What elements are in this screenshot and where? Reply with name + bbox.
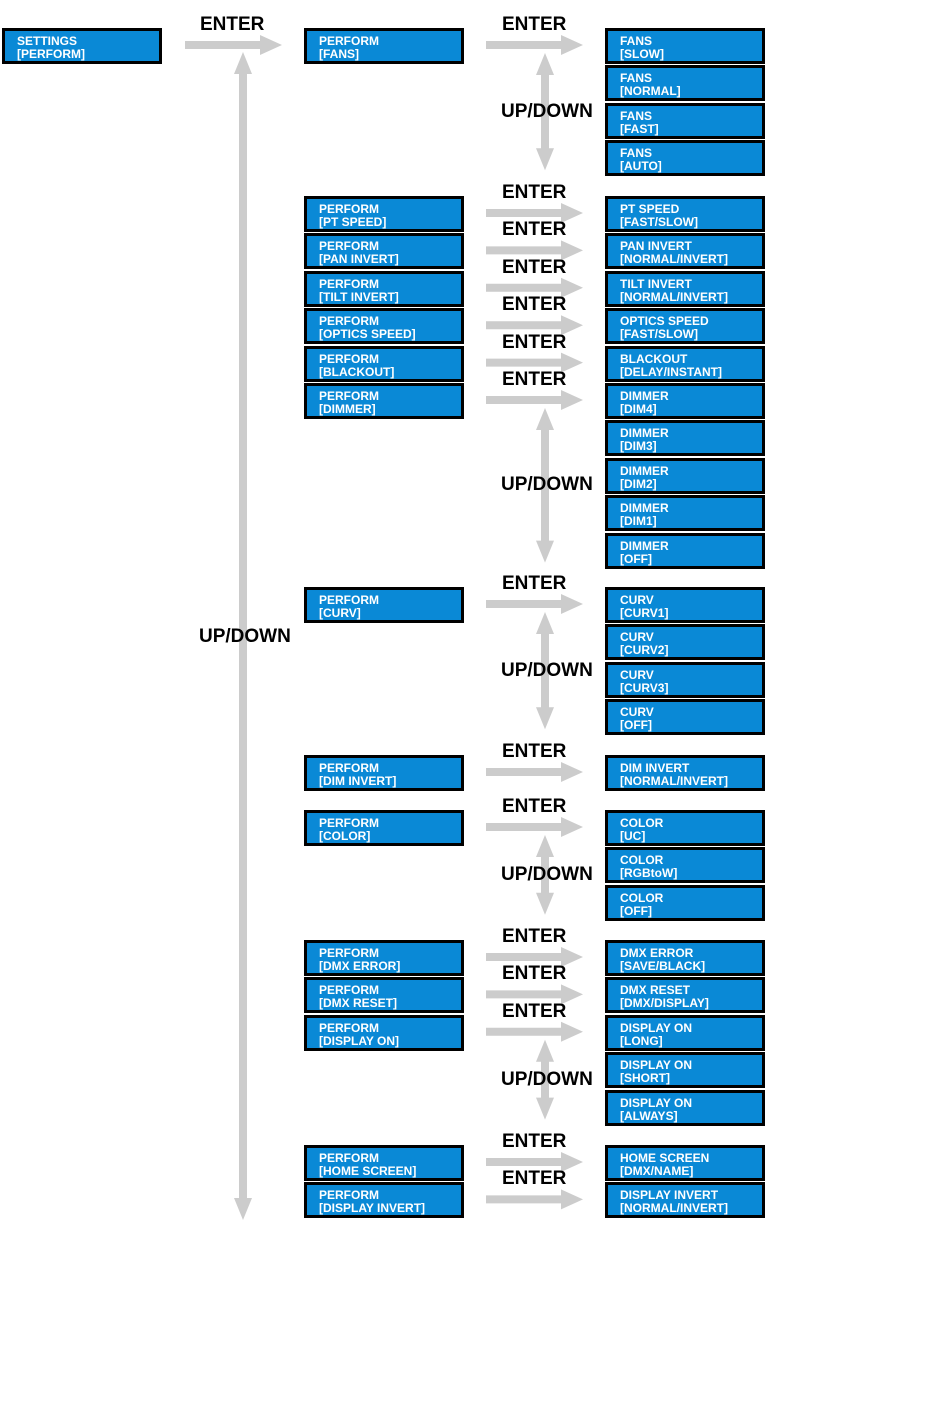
box-line-1: PERFORM: [319, 1188, 379, 1203]
menu-box: [304, 308, 464, 344]
box-line-1: PERFORM: [319, 593, 379, 607]
option-updown-label: UP/DOWN: [501, 474, 593, 496]
box-line-1: TILT INVERT: [620, 276, 692, 291]
box-line-2: [NORMAL/INVERT]: [620, 252, 728, 267]
menu-box: [304, 233, 464, 269]
menu-box: [304, 1145, 464, 1181]
box-line-2: [FANS]: [319, 47, 359, 61]
menu-box: [304, 1182, 464, 1218]
menu-box: [304, 755, 464, 791]
option-box: [605, 458, 765, 494]
enter-label: ENTER: [502, 256, 567, 278]
box-line-2: [FAST]: [620, 121, 659, 136]
box-line-2: [RGBtoW]: [620, 866, 678, 881]
enter-label: ENTER: [502, 1000, 567, 1022]
box-line-1: PERFORM: [319, 816, 379, 830]
menu-box: [304, 346, 464, 382]
box-line-1: PERFORM: [319, 34, 379, 48]
box-line-1: CURV: [620, 705, 654, 720]
option-box: [605, 587, 765, 623]
box-line-1: COLOR: [620, 890, 664, 905]
option-updown-label: UP/DOWN: [501, 659, 593, 681]
box-line-2: [OFF]: [620, 551, 652, 566]
box-line-1: HOME SCREEN: [620, 1151, 710, 1165]
box-line-2: [NORMAL/INVERT]: [620, 1201, 728, 1216]
box-line-1: FANS: [620, 108, 653, 123]
enter-label: ENTER: [502, 182, 567, 203]
box-line-2: [BLACKOUT]: [319, 364, 395, 379]
box-line-1: CURV: [620, 593, 654, 607]
root-enter-arrow: [185, 35, 282, 55]
option-box: [605, 65, 765, 101]
box-line-1: PERFORM: [319, 202, 379, 216]
menu-box: [304, 1015, 464, 1051]
box-line-2: [SHORT]: [620, 1071, 670, 1086]
option-box: [605, 699, 765, 735]
option-box: [605, 847, 765, 883]
enter-label: ENTER: [502, 741, 567, 762]
box-line-1: OPTICS SPEED: [620, 314, 709, 329]
box-line-2: [DISPLAY INVERT]: [319, 1201, 426, 1216]
box-line-1: CURV: [620, 667, 654, 682]
box-line-1: PERFORM: [319, 276, 379, 291]
box-line-1: DIM INVERT: [620, 761, 690, 775]
box-line-2: [CURV]: [319, 606, 361, 620]
menu-box: [304, 940, 464, 976]
option-box: [605, 346, 765, 382]
enter-label: ENTER: [502, 14, 567, 35]
box-line-1: DISPLAY ON: [620, 1095, 693, 1110]
box-line-1: FANS: [620, 34, 653, 48]
box-line-2: [DMX RESET]: [319, 996, 397, 1011]
menu-box: [304, 28, 464, 64]
enter-arrow: [486, 1022, 583, 1042]
box-line-1: FANS: [620, 146, 653, 161]
box-line-2: [SAVE/BLACK]: [620, 959, 706, 973]
option-updown-label: UP/DOWN: [501, 863, 593, 885]
option-box: [605, 420, 765, 456]
option-box: [605, 755, 765, 791]
box-line-2: [NORMAL]: [620, 84, 681, 99]
option-box: [605, 533, 765, 569]
box-line-2: [DIM2]: [620, 476, 657, 491]
option-updown-label: UP/DOWN: [501, 1068, 593, 1090]
box-line-1: PERFORM: [319, 1151, 379, 1165]
option-box: [605, 1052, 765, 1088]
box-line-1: PERFORM: [319, 983, 379, 998]
enter-label: ENTER: [502, 796, 567, 817]
option-box: [605, 810, 765, 846]
option-box: [605, 624, 765, 660]
option-box: [605, 271, 765, 307]
enter-label: ENTER: [502, 369, 567, 390]
option-box: [605, 940, 765, 976]
box-line-1: PERFORM: [319, 314, 379, 329]
enter-arrow: [486, 594, 583, 614]
box-line-1: SETTINGS: [17, 34, 78, 48]
enter-label: ENTER: [502, 331, 567, 353]
box-line-1: DMX RESET: [620, 983, 691, 998]
option-box: [605, 28, 765, 64]
box-line-2: [DIM3]: [620, 439, 657, 454]
box-line-2: [NORMAL/INVERT]: [620, 289, 728, 304]
box-line-2: [DMX ERROR]: [319, 959, 401, 973]
box-line-1: BLACKOUT: [620, 351, 688, 366]
menu-box: [304, 587, 464, 623]
box-line-2: [UC]: [620, 829, 646, 843]
box-line-1: DISPLAY INVERT: [620, 1188, 719, 1203]
option-box: [605, 885, 765, 921]
option-box: [605, 308, 765, 344]
enter-label: ENTER: [502, 1168, 567, 1190]
box-line-1: DIMMER: [620, 389, 669, 403]
box-line-2: [DMX/NAME]: [620, 1164, 694, 1178]
menu-box: [304, 977, 464, 1013]
box-line-1: DISPLAY ON: [620, 1058, 693, 1073]
main-updown-label: UP/DOWN: [199, 626, 291, 647]
box-line-2: [HOME SCREEN]: [319, 1164, 417, 1178]
box-line-1: PT SPEED: [620, 202, 680, 216]
box-line-1: DIMMER: [620, 426, 669, 441]
enter-label: ENTER: [502, 219, 567, 241]
box-line-2: [OPTICS SPEED]: [319, 327, 416, 342]
enter-label: ENTER: [502, 926, 567, 947]
box-line-2: [OFF]: [620, 903, 652, 918]
box-line-2: [DIM4]: [620, 402, 657, 416]
option-box: [605, 495, 765, 531]
box-line-2: [TILT INVERT]: [319, 289, 399, 304]
box-line-1: PERFORM: [319, 761, 379, 775]
menu-box: [304, 810, 464, 846]
box-line-1: DIMMER: [620, 463, 669, 478]
box-line-2: [DIM INVERT]: [319, 774, 397, 788]
box-line-2: [AUTO]: [620, 159, 662, 174]
option-box: [605, 1145, 765, 1181]
menu-box: [304, 271, 464, 307]
option-box: [605, 196, 765, 232]
option-box: [605, 140, 765, 176]
option-box: [605, 103, 765, 139]
box-line-2: [LONG]: [620, 1033, 663, 1048]
option-box: [605, 1182, 765, 1218]
root-enter-label: ENTER: [200, 14, 265, 35]
box-line-2: [ALWAYS]: [620, 1108, 678, 1123]
box-line-1: DMX ERROR: [620, 946, 694, 960]
enter-label: ENTER: [502, 573, 567, 594]
box-line-1: FANS: [620, 71, 653, 86]
box-line-2: [FAST/SLOW]: [620, 327, 698, 342]
enter-arrow: [486, 762, 583, 782]
settings-perform-box: [2, 28, 162, 64]
option-box: [605, 383, 765, 419]
box-line-1: PERFORM: [319, 351, 379, 366]
box-line-1: PERFORM: [319, 389, 379, 403]
box-line-2: [COLOR]: [319, 829, 371, 843]
box-line-2: [CURV1]: [620, 606, 669, 620]
box-line-1: PERFORM: [319, 239, 379, 254]
box-line-2: [PT SPEED]: [319, 215, 387, 229]
box-line-1: COLOR: [620, 853, 664, 868]
menu-box: [304, 196, 464, 232]
box-line-2: [OFF]: [620, 718, 652, 733]
enter-arrow: [486, 817, 583, 837]
box-line-2: [DIMMER]: [319, 402, 376, 416]
box-line-2: [DISPLAY ON]: [319, 1033, 400, 1048]
option-box: [605, 662, 765, 698]
box-line-1: DIMMER: [620, 501, 669, 516]
enter-arrow: [486, 390, 583, 410]
box-line-2: [SLOW]: [620, 47, 664, 61]
box-line-1: PERFORM: [319, 946, 379, 960]
box-line-1: DISPLAY ON: [620, 1020, 693, 1035]
box-line-2: [DMX/DISPLAY]: [620, 996, 709, 1011]
box-line-2: [CURV2]: [620, 643, 669, 658]
box-line-1: DIMMER: [620, 538, 669, 553]
option-box: [605, 1090, 765, 1126]
box-line-2: [PAN INVERT]: [319, 252, 399, 267]
box-line-2: [PERFORM]: [17, 47, 85, 61]
box-line-1: PAN INVERT: [620, 239, 692, 254]
option-updown-label: UP/DOWN: [501, 100, 593, 122]
box-line-1: CURV: [620, 630, 654, 645]
box-line-2: [CURV3]: [620, 680, 669, 695]
box-line-2: [DIM1]: [620, 514, 657, 529]
box-line-2: [DELAY/INSTANT]: [620, 364, 722, 379]
option-box: [605, 233, 765, 269]
enter-label: ENTER: [502, 1131, 567, 1152]
enter-arrow: [486, 35, 583, 55]
box-line-1: PERFORM: [319, 1020, 379, 1035]
menu-box: [304, 383, 464, 419]
option-box: [605, 1015, 765, 1051]
enter-arrow: [486, 1189, 583, 1209]
option-box: [605, 977, 765, 1013]
box-line-2: [NORMAL/INVERT]: [620, 774, 728, 788]
enter-label: ENTER: [502, 294, 567, 316]
box-line-2: [FAST/SLOW]: [620, 215, 698, 229]
box-line-1: COLOR: [620, 816, 664, 830]
enter-label: ENTER: [502, 963, 567, 985]
